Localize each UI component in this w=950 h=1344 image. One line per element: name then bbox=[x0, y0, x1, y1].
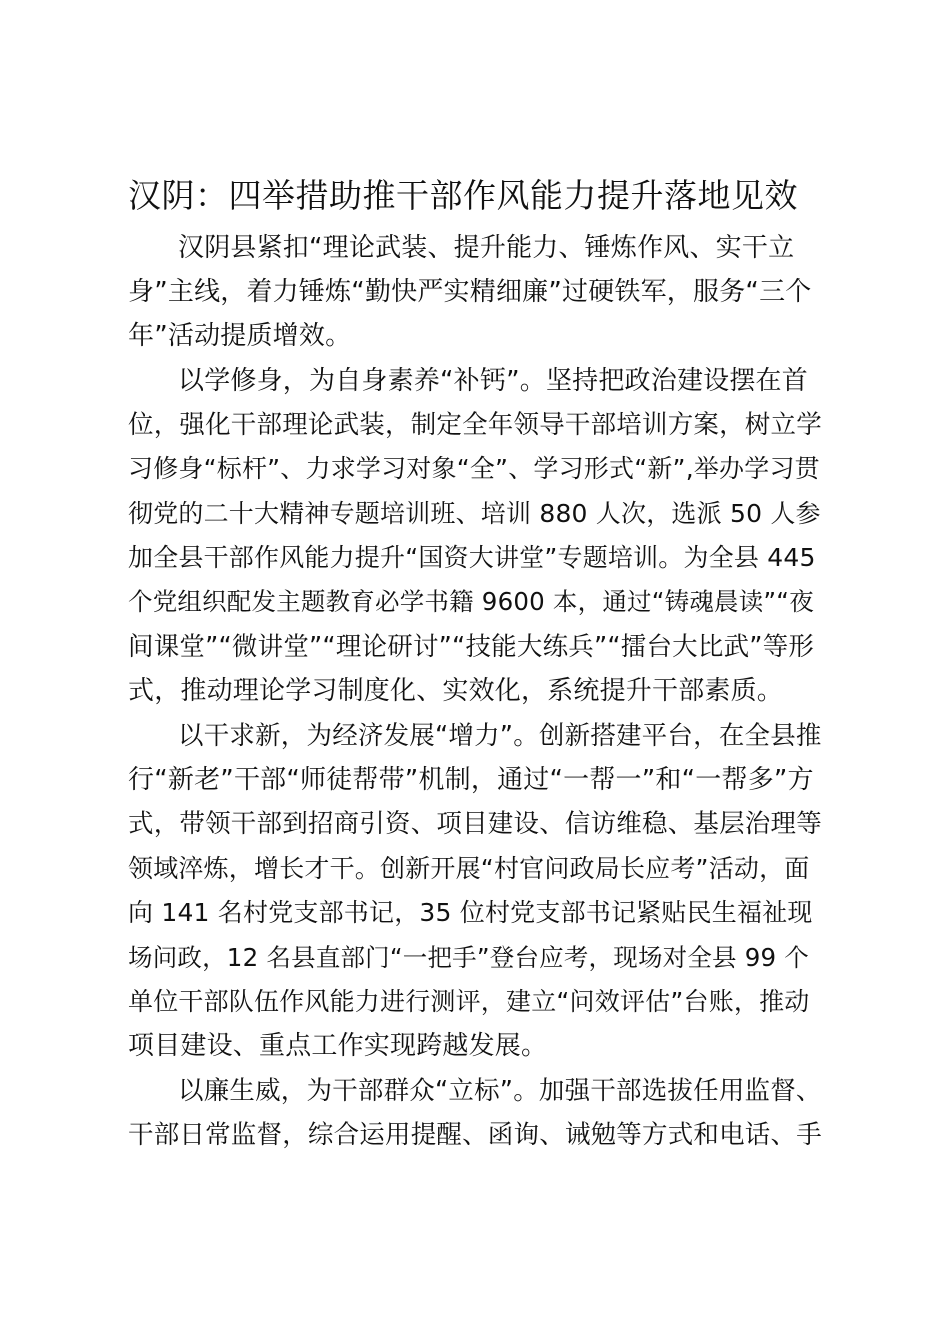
paragraph-line: 位，强化干部理论武装，制定全年领导干部培训方案，树立学 bbox=[128, 410, 822, 440]
document-title: 汉阴：四举措助推干部作风能力提升落地见效 bbox=[128, 176, 798, 215]
paragraph-line: 加全县干部作风能力提升“国资大讲堂”专题培训。为全县 445 bbox=[128, 543, 816, 572]
paragraph-line: 行“新老”干部“师徒帮带”机制，通过“一帮一”和“一帮多”方 bbox=[128, 765, 814, 795]
paragraph-line: 式，带领干部到招商引资、项目建设、信访维稳、基层治理等 bbox=[128, 809, 822, 839]
paragraph-line: 式，推动理论学习制度化、实效化，系统提升干部素质。 bbox=[128, 676, 784, 706]
paragraph-line: 领域淬炼，增长才干。创新开展“村官问政局长应考”活动，面 bbox=[128, 854, 810, 883]
paragraph-line: 习修身“标杆”、力求学习对象“全”、学习形式“新”,举办学习贯 bbox=[128, 454, 820, 483]
paragraph-line: 项目建设、重点工作实现跨越发展。 bbox=[128, 1031, 548, 1061]
paragraph-line: 场问政，12 名县直部门“一把手”登台应考，现场对全县 99 个 bbox=[128, 943, 809, 972]
paragraph-line: 身”主线，着力锤炼“勤快严实精细廉”过硬铁军，服务“三个 bbox=[128, 277, 812, 307]
paragraph-line: 以学修身，为自身素养“补钙”。坚持把政治建设摆在首 bbox=[178, 366, 808, 396]
paragraph-line: 以干求新，为经济发展“增力”。创新搭建平台，在全县推 bbox=[178, 721, 822, 751]
paragraph-line: 个党组织配发主题教育必学书籍 9600 本，通过“铸魂晨读”“夜 bbox=[128, 587, 814, 616]
paragraph-line: 彻党的二十大精神专题培训班、培训 880 人次，选派 50 人参 bbox=[128, 499, 821, 528]
paragraph-line: 单位干部队伍作风能力进行测评，建立“问效评估”台账，推动 bbox=[128, 987, 810, 1016]
paragraph-line: 汉阴县紧扣“理论武装、提升能力、锤炼作风、实干立 bbox=[178, 233, 795, 263]
paragraph-line: 以廉生威，为干部群众“立标”。加强干部选拔任用监督、 bbox=[178, 1076, 822, 1106]
paragraph-line: 干部日常监督，综合运用提醒、函询、诫勉等方式和电话、手 bbox=[128, 1120, 822, 1150]
paragraph-line: 年”活动提质增效。 bbox=[128, 321, 352, 351]
paragraph-line: 间课堂”“微讲堂”“理论研讨”“技能大练兵”“擂台大比武”等形 bbox=[128, 632, 815, 662]
paragraph-line: 向 141 名村党支部书记，35 位村党支部书记紧贴民生福祉现 bbox=[128, 898, 813, 927]
